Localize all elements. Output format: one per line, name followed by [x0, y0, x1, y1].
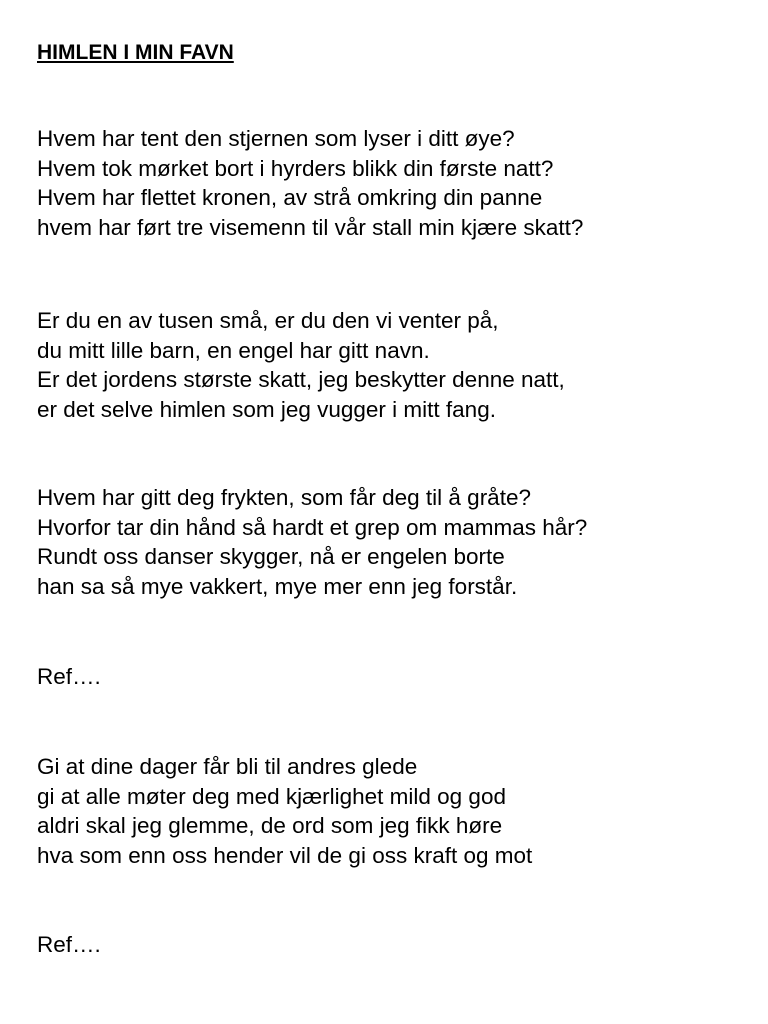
verse-line: Rundt oss danser skygger, nå er engelen borte — [37, 544, 505, 570]
refrain-marker-1 — [37, 662, 101, 692]
verse-line: han sa så mye vakkert, mye mer enn jeg forstår. — [37, 574, 518, 600]
refrain-line: Ref…. — [37, 932, 101, 957]
chorus-line: er det selve himlen som jeg vugger i mitt fang. — [37, 397, 496, 423]
verse-line: hva som enn oss hender vil de gi oss kraft og mot — [37, 843, 533, 869]
verse-line: hvem har ført tre visemenn til vår stall min kjære skatt? — [37, 215, 584, 241]
chorus-line: Er det jordens største skatt, jeg beskytter denne natt, — [37, 367, 565, 393]
refrain-line: Ref…. — [37, 664, 101, 689]
chorus-line: Er du en av tusen små, er du den vi venter på, — [37, 308, 499, 333]
chorus-line: du mitt lille barn, en engel har gitt navn. — [37, 337, 430, 363]
verse-line: Hvem har tent den stjernen som lyser i ditt øye? — [37, 126, 515, 151]
chorus — [37, 306, 565, 425]
verse-line: Hvem har gitt deg frykten, som får deg til å gråte? — [37, 485, 531, 510]
verse-line: Hvem har flettet kronen, av strå omkring din panne — [37, 185, 543, 211]
verse-line: Hvorfor tar din hånd så hardt et grep om mammas hår? — [37, 514, 588, 540]
verse-line: gi at alle møter deg med kjærlighet mild og god — [37, 783, 506, 809]
verse-1 — [37, 124, 583, 243]
verse-line: aldri skal jeg glemme, de ord som jeg fikk høre — [37, 813, 503, 839]
verse-3 — [37, 752, 532, 871]
verse-line: Gi at dine dager får bli til andres glede — [37, 754, 418, 779]
verse-line: Hvem tok mørket bort i hyrders blikk din første natt? — [37, 155, 554, 181]
refrain-marker-2 — [37, 930, 101, 960]
verse-2 — [37, 483, 587, 602]
song-title: HIMLEN I MIN FAVN — [37, 41, 234, 64]
